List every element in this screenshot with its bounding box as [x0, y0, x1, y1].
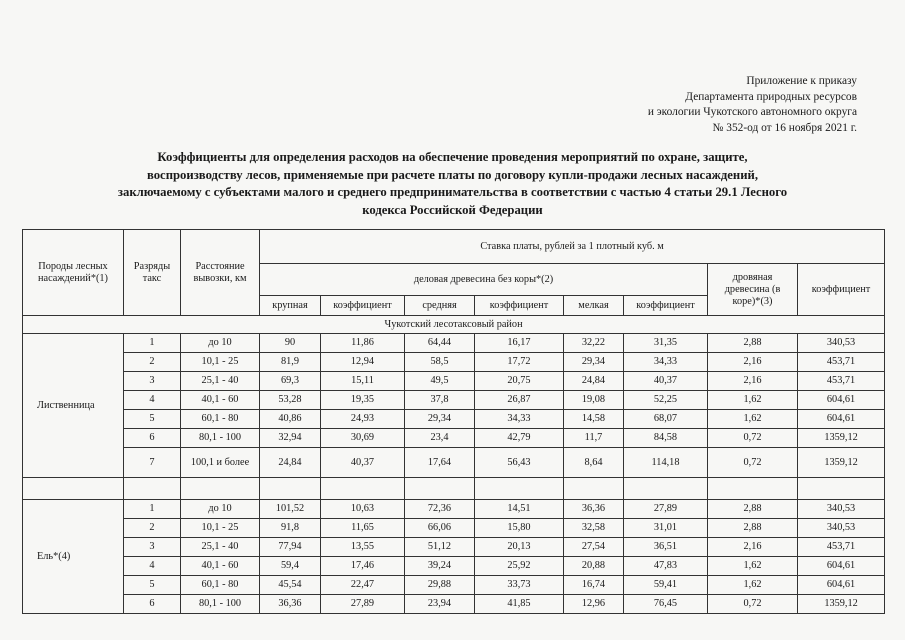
document-header	[648, 74, 857, 136]
table-row	[23, 448, 885, 478]
header-large: крупная	[260, 296, 321, 316]
title-line: Коэффициенты для определения расходов на обеспечение проведения мероприятий по охране, защите,	[157, 150, 748, 164]
spacer-cell	[181, 478, 260, 500]
grade-cell: 2	[124, 519, 181, 538]
coef-cell: 56,43	[475, 448, 564, 478]
fuel-cell: 2,16	[708, 353, 798, 372]
spacer-cell	[564, 478, 624, 500]
distance-cell: 40,1 - 60	[181, 391, 260, 410]
coef-cell: 340,53	[798, 519, 885, 538]
coef-cell: 10,63	[321, 500, 405, 519]
coef-cell: 20,13	[475, 538, 564, 557]
fuel-cell: 2,16	[708, 538, 798, 557]
coef-cell: 31,01	[624, 519, 708, 538]
spacer-cell	[475, 478, 564, 500]
coef-cell: 17,46	[321, 557, 405, 576]
coef-cell: 27,89	[624, 500, 708, 519]
title-line: заключаемому с субъектами малого и среднего предпринимательства в соответствии с частью 4 статьи 29.1 Лесного	[117, 185, 788, 200]
large-cell: 45,54	[260, 576, 321, 595]
header-species: Породы лесных насаждений*(1)	[23, 230, 124, 316]
large-cell: 101,52	[260, 500, 321, 519]
medium-cell: 66,06	[405, 519, 475, 538]
fuel-cell: 0,72	[708, 448, 798, 478]
large-cell: 91,8	[260, 519, 321, 538]
grade-cell: 7	[124, 448, 181, 478]
small-cell: 14,58	[564, 410, 624, 429]
distance-cell: до 10	[181, 334, 260, 353]
table-row	[23, 353, 885, 372]
section-title: Чукотский лесотаксовый район	[23, 316, 885, 334]
small-cell: 29,34	[564, 353, 624, 372]
coef-cell: 40,37	[321, 448, 405, 478]
coef-cell: 33,73	[475, 576, 564, 595]
large-cell: 69,3	[260, 372, 321, 391]
spacer-cell	[321, 478, 405, 500]
large-cell: 77,94	[260, 538, 321, 557]
coef-cell: 34,33	[624, 353, 708, 372]
coef-cell: 11,86	[321, 334, 405, 353]
medium-cell: 39,24	[405, 557, 475, 576]
coefficients-table	[22, 229, 885, 614]
fuel-cell: 0,72	[708, 595, 798, 614]
coef-cell: 20,75	[475, 372, 564, 391]
table-row	[23, 557, 885, 576]
table-row	[23, 538, 885, 557]
species-cell: Ель*(4)	[23, 500, 124, 614]
fuel-cell: 1,62	[708, 410, 798, 429]
grade-cell: 6	[124, 595, 181, 614]
grade-cell: 4	[124, 557, 181, 576]
distance-cell: 10,1 - 25	[181, 519, 260, 538]
table-row	[23, 519, 885, 538]
grade-cell: 1	[124, 334, 181, 353]
coef-cell: 14,51	[475, 500, 564, 519]
spacer-cell	[260, 478, 321, 500]
medium-cell: 17,64	[405, 448, 475, 478]
coef-cell: 34,33	[475, 410, 564, 429]
coef-cell: 11,65	[321, 519, 405, 538]
fuel-cell: 0,72	[708, 429, 798, 448]
coef-cell: 40,37	[624, 372, 708, 391]
table-row	[23, 500, 885, 519]
coef-cell: 52,25	[624, 391, 708, 410]
grade-cell: 3	[124, 538, 181, 557]
small-cell: 19,08	[564, 391, 624, 410]
header-line: Приложение к приказу	[746, 75, 857, 87]
coef-cell: 47,83	[624, 557, 708, 576]
species-cell: Лиственница	[23, 334, 124, 478]
coef-cell: 27,89	[321, 595, 405, 614]
table-row	[23, 391, 885, 410]
coef-cell: 19,35	[321, 391, 405, 410]
coef-cell: 340,53	[798, 334, 885, 353]
small-cell: 27,54	[564, 538, 624, 557]
large-cell: 59,4	[260, 557, 321, 576]
coef-cell: 59,41	[624, 576, 708, 595]
small-cell: 12,96	[564, 595, 624, 614]
large-cell: 81,9	[260, 353, 321, 372]
medium-cell: 49,5	[405, 372, 475, 391]
header-small: мелкая	[564, 296, 624, 316]
distance-cell: 60,1 - 80	[181, 410, 260, 429]
header-business-wood: деловая древесина без коры*(2)	[260, 264, 708, 296]
medium-cell: 64,44	[405, 334, 475, 353]
title-line: воспроизводству лесов, применяемые при расчете платы по договору купли-продажи лесных насаждений,	[146, 167, 759, 182]
title-line: кодекса Российской Федерации	[362, 202, 543, 217]
small-cell: 32,58	[564, 519, 624, 538]
medium-cell: 23,4	[405, 429, 475, 448]
coef-cell: 36,51	[624, 538, 708, 557]
coef-cell: 41,85	[475, 595, 564, 614]
table-row	[23, 372, 885, 391]
grade-cell: 6	[124, 429, 181, 448]
fuel-cell: 2,88	[708, 334, 798, 353]
small-cell: 32,22	[564, 334, 624, 353]
fuel-cell: 2,88	[708, 500, 798, 519]
header-coef-last: коэффициент	[798, 264, 885, 316]
distance-cell: 80,1 - 100	[181, 595, 260, 614]
table-row	[23, 595, 885, 614]
coef-cell: 24,93	[321, 410, 405, 429]
coef-cell: 15,11	[321, 372, 405, 391]
header-coef: коэффициент	[475, 296, 564, 316]
distance-cell: 60,1 - 80	[181, 576, 260, 595]
grade-cell: 5	[124, 410, 181, 429]
fuel-cell: 1,62	[708, 391, 798, 410]
header-line: Департамента природных ресурсов	[685, 90, 857, 103]
spacer-cell	[798, 478, 885, 500]
coef-cell: 15,80	[475, 519, 564, 538]
coef-cell: 22,47	[321, 576, 405, 595]
fuel-cell: 1,62	[708, 576, 798, 595]
spacer-cell	[405, 478, 475, 500]
large-cell: 40,86	[260, 410, 321, 429]
medium-cell: 51,12	[405, 538, 475, 557]
spacer-cell	[124, 478, 181, 500]
large-cell: 24,84	[260, 448, 321, 478]
coef-cell: 26,87	[475, 391, 564, 410]
medium-cell: 72,36	[405, 500, 475, 519]
distance-cell: 25,1 - 40	[181, 372, 260, 391]
grade-cell: 1	[124, 500, 181, 519]
distance-cell: 10,1 - 25	[181, 353, 260, 372]
spacer-cell	[624, 478, 708, 500]
coef-cell: 453,71	[798, 538, 885, 557]
coef-cell: 31,35	[624, 334, 708, 353]
spacer-row	[23, 478, 885, 500]
large-cell: 36,36	[260, 595, 321, 614]
fuel-cell: 2,16	[708, 372, 798, 391]
coef-cell: 42,79	[475, 429, 564, 448]
coef-cell: 604,61	[798, 410, 885, 429]
header-rate: Ставка платы, рублей за 1 плотный куб. м	[260, 230, 885, 264]
header-coef: коэффициент	[624, 296, 708, 316]
header-fuel-wood: дровяная древесина (в коре)*(3)	[708, 264, 798, 316]
coef-cell: 84,58	[624, 429, 708, 448]
fuel-cell: 1,62	[708, 557, 798, 576]
grade-cell: 3	[124, 372, 181, 391]
coef-cell: 17,72	[475, 353, 564, 372]
coef-cell: 13,55	[321, 538, 405, 557]
medium-cell: 23,94	[405, 595, 475, 614]
table-row	[23, 334, 885, 353]
table-row	[23, 410, 885, 429]
coef-cell: 604,61	[798, 576, 885, 595]
small-cell: 20,88	[564, 557, 624, 576]
distance-cell: 80,1 - 100	[181, 429, 260, 448]
document-title	[40, 149, 865, 219]
small-cell: 16,74	[564, 576, 624, 595]
coef-cell: 453,71	[798, 372, 885, 391]
grade-cell: 2	[124, 353, 181, 372]
large-cell: 90	[260, 334, 321, 353]
coef-cell: 25,92	[475, 557, 564, 576]
small-cell: 24,84	[564, 372, 624, 391]
coef-cell: 604,61	[798, 557, 885, 576]
large-cell: 32,94	[260, 429, 321, 448]
header-line: и экологии Чукотского автономного округа	[647, 106, 857, 118]
coef-cell: 604,61	[798, 391, 885, 410]
coef-cell: 453,71	[798, 353, 885, 372]
table-row	[23, 576, 885, 595]
spacer-cell	[23, 478, 124, 500]
header-grade: Разряды такс	[124, 230, 181, 316]
distance-cell: 25,1 - 40	[181, 538, 260, 557]
spacer-cell	[708, 478, 798, 500]
coef-cell: 16,17	[475, 334, 564, 353]
distance-cell: 100,1 и более	[181, 448, 260, 478]
medium-cell: 58,5	[405, 353, 475, 372]
small-cell: 8,64	[564, 448, 624, 478]
coef-cell: 1359,12	[798, 429, 885, 448]
coef-cell: 30,69	[321, 429, 405, 448]
coef-cell: 76,45	[624, 595, 708, 614]
coef-cell: 12,94	[321, 353, 405, 372]
header-medium: средняя	[405, 296, 475, 316]
medium-cell: 29,88	[405, 576, 475, 595]
grade-cell: 5	[124, 576, 181, 595]
coef-cell: 1359,12	[798, 448, 885, 478]
medium-cell: 29,34	[405, 410, 475, 429]
header-distance: Расстояние вывозки, км	[181, 230, 260, 316]
grade-cell: 4	[124, 391, 181, 410]
small-cell: 11,7	[564, 429, 624, 448]
header-line: № 352-од от 16 ноября 2021 г.	[712, 121, 857, 134]
distance-cell: 40,1 - 60	[181, 557, 260, 576]
coef-cell: 1359,12	[798, 595, 885, 614]
distance-cell: до 10	[181, 500, 260, 519]
header-coef: коэффициент	[321, 296, 405, 316]
coef-cell: 114,18	[624, 448, 708, 478]
small-cell: 36,36	[564, 500, 624, 519]
large-cell: 53,28	[260, 391, 321, 410]
medium-cell: 37,8	[405, 391, 475, 410]
table-row	[23, 429, 885, 448]
fuel-cell: 2,88	[708, 519, 798, 538]
coef-cell: 340,53	[798, 500, 885, 519]
coef-cell: 68,07	[624, 410, 708, 429]
